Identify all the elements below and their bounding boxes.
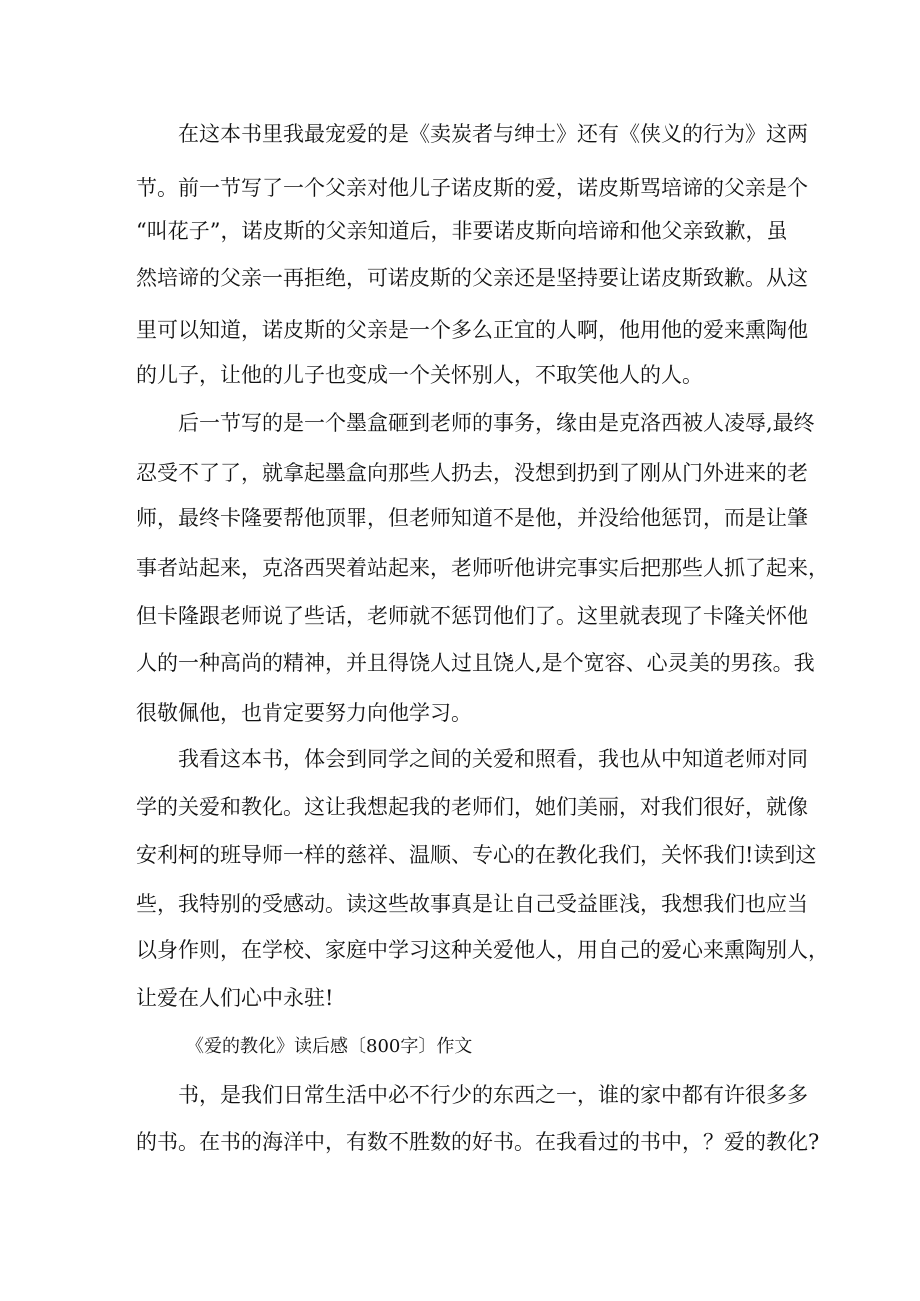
paragraph-line: 在这本书里我最宠爱的是《卖炭者与绅士》还有《侠义的行为》这两 <box>178 122 808 146</box>
paragraph-line: 但卡隆跟老师说了些话，老师就不惩罚他们了。这里就表现了卡隆关怀他 <box>136 604 808 628</box>
paragraph-line: 的儿子，让他的儿子也变成一个关怀别人，不取笑他人的人。 <box>136 363 703 387</box>
paragraph-line: 我看这本书，体会到同学之间的关爱和照看，我也从中知道老师对同 <box>178 747 808 771</box>
paragraph-line: 师，最终卡隆要帮他顶罪，但老师知道不是他，并没给他惩罚，而是让肇 <box>136 506 808 530</box>
paragraph-line: 些，我特别的受感动。读这些故事真是让自己受益匪浅，我想我们也应当 <box>136 892 808 916</box>
paragraph-line: “叫花子”，诺皮斯的父亲知道后，非要诺皮斯向培谛和他父亲致歉，虽 <box>136 219 788 243</box>
paragraph-line: 然培谛的父亲一再拒绝，可诺皮斯的父亲还是坚持要让诺皮斯致歉。从这 <box>136 266 808 290</box>
paragraph-line: 很敬佩他，也肯定要努力向他学习。 <box>136 701 472 725</box>
paragraph-line: 让爱在人们心中永驻! <box>136 986 334 1010</box>
paragraph-line: 人的一种高尚的精神，并且得饶人过且饶人,是个宽容、心灵美的男孩。我 <box>136 651 815 675</box>
paragraph-line: 学的关爱和教化。这让我想起我的老师们，她们美丽，对我们很好，就像 <box>136 795 808 819</box>
paragraph-line: 里可以知道，诺皮斯的父亲是一个多么正宜的人啊，他用他的爱来熏陶他 <box>136 318 808 342</box>
paragraph-line: 节。前一节写了一个父亲对他儿子诺皮斯的爱，诺皮斯骂培谛的父亲是个 <box>136 176 808 200</box>
paragraph-line: 安利柯的班导师一样的慈祥、温顺、专心的在教化我们，关怀我们!读到这 <box>136 843 817 867</box>
paragraph-line: 的书。在书的海洋中，有数不胜数的好书。在我看过的书中，？爱的教化? <box>136 1130 820 1154</box>
paragraph-line: 忍受不了了，就拿起墨盒向那些人扔去，没想到扔到了刚从门外进来的老 <box>136 461 808 485</box>
paragraph-line: 事者站起来，克洛西哭着站起来，老师听他讲完事实后把那些人抓了起来， <box>136 556 829 580</box>
paragraph-line: 后一节写的是一个墨盒砸到老师的事务，缘由是克洛西被人凌辱,最终 <box>178 411 815 435</box>
paragraph-line: 以身作则，在学校、家庭中学习这种关爱他人，用自己的爱心来熏陶别人， <box>136 938 829 962</box>
paragraph-line: 书，是我们日常生活中必不行少的东西之一，谁的家中都有许很多多 <box>178 1083 808 1107</box>
essay-heading: 《爱的教化》读后感〔800字〕作文 <box>186 1036 473 1057</box>
